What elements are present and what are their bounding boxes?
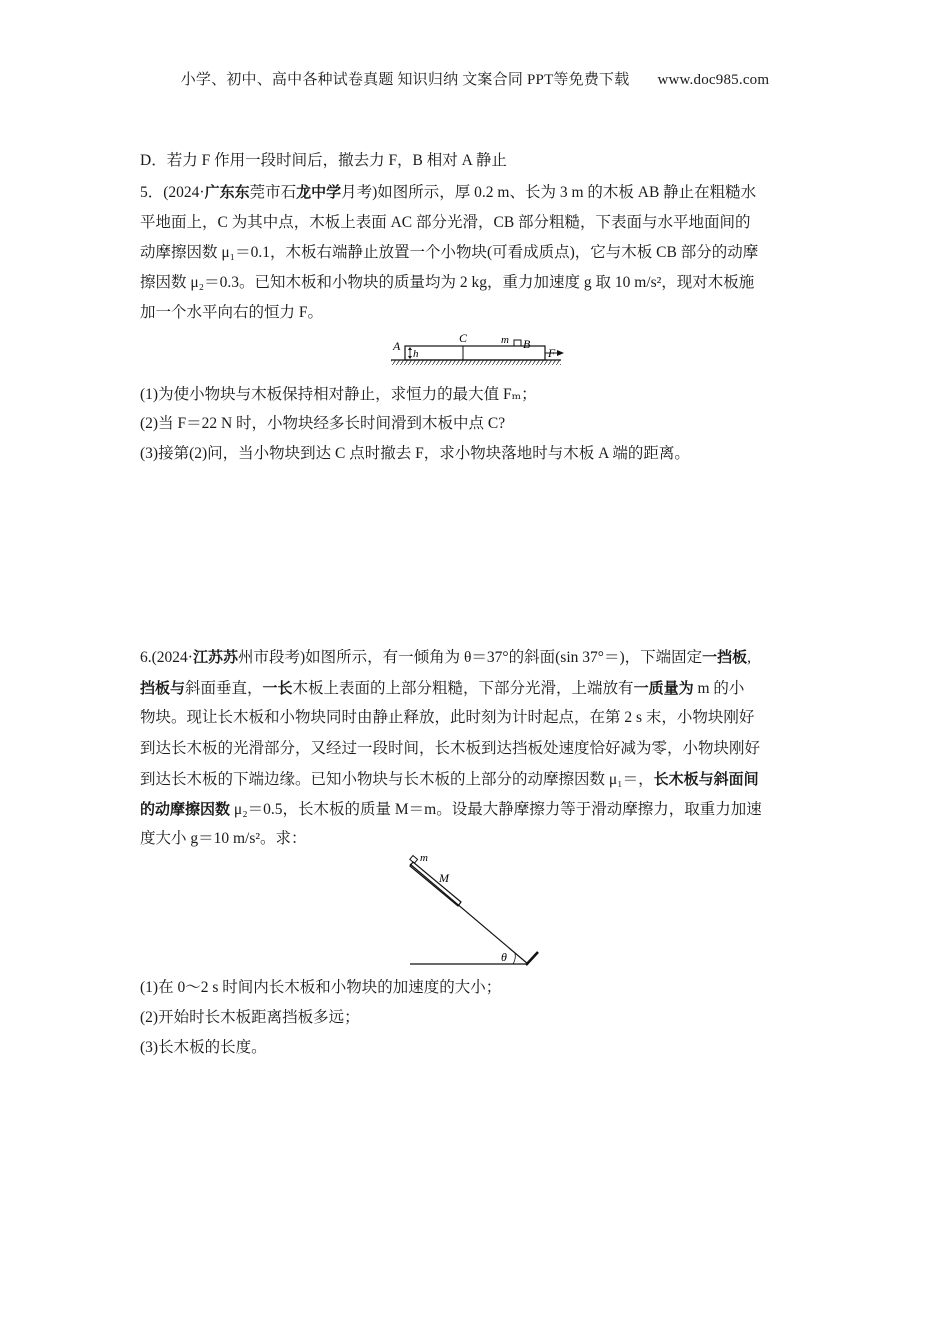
q5-sub-1: (1)为使小物块与木板保持相对静止，求恒力的最大值 Fₘ； xyxy=(140,386,537,403)
figure-incline xyxy=(400,850,550,970)
label-theta: θ xyxy=(501,950,507,964)
q6-line-1 xyxy=(140,647,751,668)
incline-line xyxy=(410,864,528,964)
q5-sub-3: (3)接第(2)问，当小物块到达 C 点时撤去 F，求小物块落地时与木板 A 端的距离。 xyxy=(140,445,690,462)
label-c: C xyxy=(459,331,468,345)
page-header xyxy=(0,68,950,89)
q6-bold-2: 一挡板 xyxy=(702,648,748,666)
q6-text: m 的小 xyxy=(693,680,745,697)
q6-line-3: 物块。现让长木板和小物块同时由静止释放，此时刻为计时起点，在第 2 s 末，小物块刚好 xyxy=(140,709,755,726)
q6-bold-6: 长木板与斜面间 xyxy=(653,770,759,788)
q5-school-2: 莞市石 xyxy=(249,184,297,201)
q6-text: , xyxy=(747,649,752,666)
q5-line-4: 擦因数 μ₂＝0.3。已知木板和小物块的质量均为 2 kg，重力加速度 g 取 10 m/s²，现对木板施 xyxy=(140,274,755,291)
q6-text: μ₂＝0.5，长木板的质量 M＝m。设最大静摩擦力等于滑动摩擦力，取重力加速 xyxy=(230,801,762,818)
small-block xyxy=(514,340,521,346)
q6-text: 到达长木板的下端边缘。已知小物块与长木板的上部分的动摩擦因数 μ₁＝， xyxy=(140,771,654,788)
small-block xyxy=(410,856,418,864)
q6-line-5 xyxy=(140,769,759,790)
q6-line-7: 度大小 g＝10 m/s²。求： xyxy=(140,830,307,847)
q5-line-5: 加一个水平向右的恒力 F。 xyxy=(140,304,323,321)
header-site: www.doc985.com xyxy=(657,72,770,88)
label-a: A xyxy=(393,339,401,353)
q6-text: 6.(2024· xyxy=(140,649,193,666)
label-m: m xyxy=(501,334,509,346)
q6-bold-3: 挡板与 xyxy=(140,679,186,697)
q5-line-1 xyxy=(140,182,756,203)
q6-text: 斜面垂直， xyxy=(185,680,263,697)
q5-sub-2: (2)当 F＝22 N 时，小物块经多长时间滑到木板中点 C? xyxy=(140,415,506,432)
q6-line-4: 到达长木板的光滑部分，又经过一段时间，长木板到达挡板处速度恰好减为零，小物块刚好 xyxy=(140,740,761,757)
label-f: F xyxy=(548,346,556,360)
figure-board-on-ground xyxy=(385,328,570,370)
q6-text: 州市段考)如图所示，有一倾角为 θ＝37°的斜面(sin 37°＝)，下端固定 xyxy=(237,649,703,666)
baffle xyxy=(526,952,538,965)
q5-school-1: 广东东 xyxy=(204,183,250,201)
angle-arc xyxy=(513,953,515,964)
long-board xyxy=(410,862,461,906)
label-b: B xyxy=(523,337,531,351)
q5-school-3: 龙中学 xyxy=(296,183,342,201)
q5-line-3: 动摩擦因数 μ₁＝0.1，木板右端静止放置一个小物块(可看成质点)，它与木板 CB 部分的动摩 xyxy=(140,244,759,261)
q6-bold-4: 一长 xyxy=(262,679,293,697)
q6-sub-3: (3)长木板的长度。 xyxy=(140,1039,267,1056)
q6-bold-5: 一质量为 xyxy=(633,679,694,697)
q6-bold-1: 江苏苏 xyxy=(192,648,238,666)
label-h: h xyxy=(413,348,419,360)
q6-sub-1: (1)在 0～2 s 时间内长木板和小物块的加速度的大小； xyxy=(140,979,502,996)
label-big-m: M xyxy=(439,871,449,885)
q6-line-2 xyxy=(140,678,744,699)
header-text: 小学、初中、高中各种试卷真题 知识归纳 文案合同 PPT等免费下载 xyxy=(180,72,630,88)
ground-hatch xyxy=(391,360,561,365)
q5-text: 5．(2024· xyxy=(140,184,205,201)
q6-line-6 xyxy=(140,799,762,820)
q5-line-2: 平地面上，C 为其中点，木板上表面 AC 部分光滑，CB 部分粗糙，下表面与水平地面间的 xyxy=(140,214,751,231)
q6-sub-2: (2)开始时长木板距离挡板多远； xyxy=(140,1009,360,1026)
q5-text: 月考)如图所示，厚 0.2 m、长为 3 m 的木板 AB 静止在粗糙水 xyxy=(341,184,757,201)
q6-text: 木板上表面的上部分粗糙，下部分光滑，上端放有 xyxy=(292,680,634,697)
option-d: D．若力 F 作用一段时间后，撤去力 F，B 相对 A 静止 xyxy=(140,152,507,169)
label-m: m xyxy=(420,852,428,864)
q6-bold-7: 的动摩擦因数 xyxy=(140,800,231,818)
